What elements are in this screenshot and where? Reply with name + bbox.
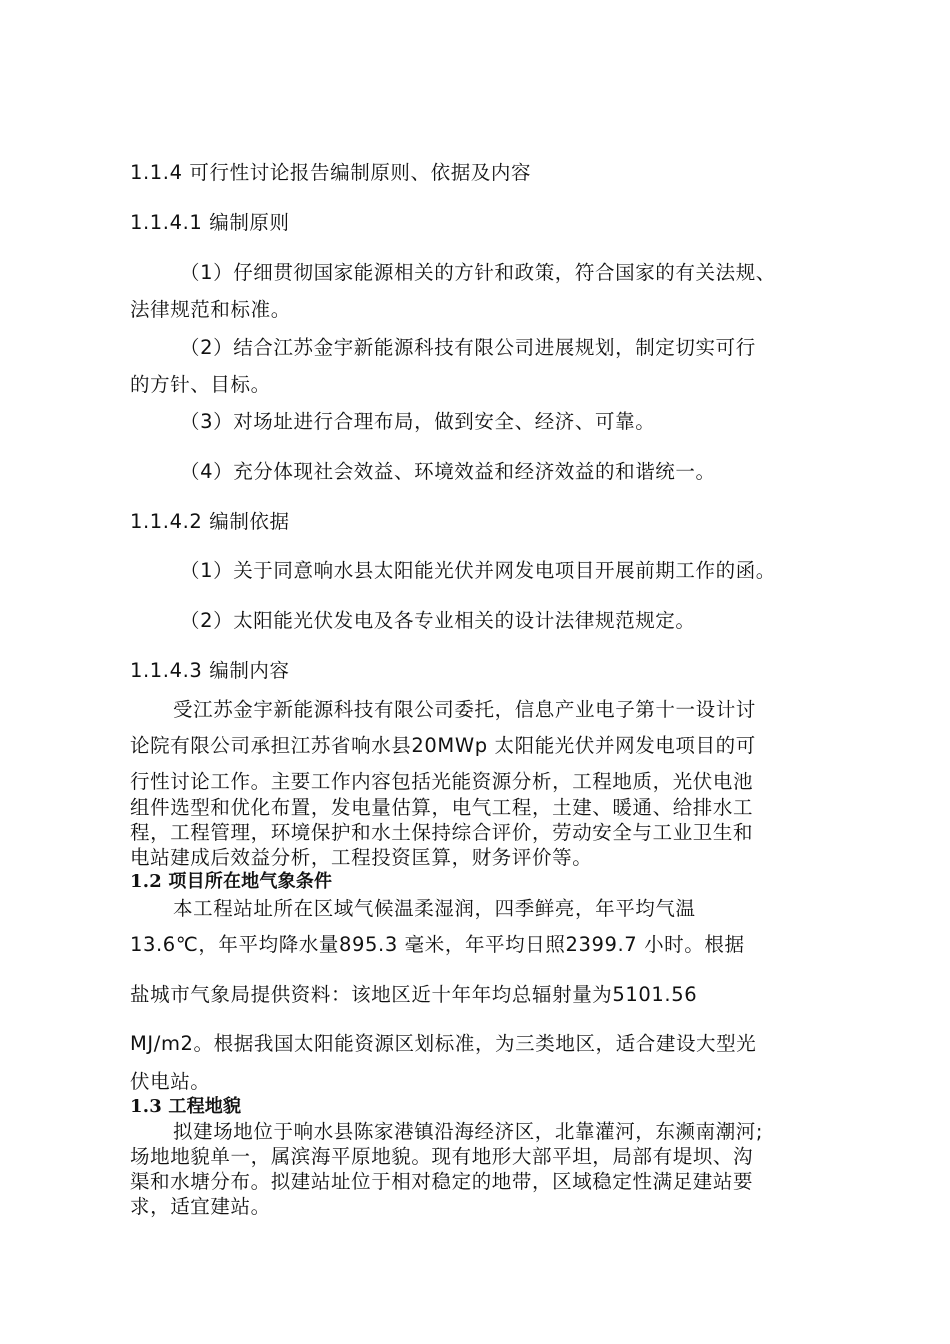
principle-2-line-1: （2）结合江苏金宇新能源科技有限公司进展规划，制定切实可行 bbox=[180, 336, 756, 359]
content-line: 受江苏金宇新能源科技有限公司委托，信息产业电子第十一设计讨 bbox=[173, 698, 756, 721]
section-heading-1-2: 1.2 项目所在地气象条件 bbox=[130, 871, 333, 892]
principle-1-line-2: 法律规范和标准。 bbox=[130, 298, 291, 321]
basis-2: （2）太阳能光伏发电及各专业相关的设计法律规范规定。 bbox=[180, 609, 696, 632]
section-heading-1-3: 1.3 工程地貌 bbox=[130, 1096, 242, 1117]
principle-2-line-2: 的方针、目标。 bbox=[130, 373, 271, 396]
content-line: 电站建成后效益分析，工程投资匡算，财务评价等。 bbox=[130, 846, 593, 869]
content-line: 程，工程管理，环境保护和水土保持综合评价，劳动安全与工业卫生和 bbox=[130, 821, 754, 844]
climate-line: 13.6℃，年平均降水量895.3 毫米，年平均日照2399.7 小时。根据 bbox=[130, 933, 745, 956]
content-line: 论院有限公司承担江苏省响水县20MWp 太阳能光伏并网发电项目的可 bbox=[130, 734, 756, 757]
principle-3: （3）对场址进行合理布局，做到安全、经济、可靠。 bbox=[180, 410, 656, 433]
basis-1: （1）关于同意响水县太阳能光伏并网发电项目开展前期工作的函。 bbox=[180, 559, 776, 582]
terrain-line: 求，适宜建站。 bbox=[130, 1195, 271, 1218]
terrain-line: 场地地貌单一，属滨海平原地貌。现有地形大部平坦，局部有堤坝、沟 bbox=[130, 1145, 754, 1168]
section-heading-1-1-4-2: 1.1.4.2 编制依据 bbox=[130, 510, 290, 533]
climate-line: 本工程站址所在区域气候温柔湿润，四季鲜亮，年平均气温 bbox=[173, 897, 696, 920]
terrain-line: 渠和水塘分布。拟建站址位于相对稳定的地带，区域稳定性满足建站要 bbox=[130, 1170, 754, 1193]
climate-line: MJ/m2。根据我国太阳能资源区划标准，为三类地区，适合建设大型光 bbox=[130, 1032, 757, 1055]
content-line: 组件选型和优化布置，发电量估算，电气工程，土建、暖通、给排水工 bbox=[130, 796, 754, 819]
section-heading-1-1-4: 1.1.4 可行性讨论报告编制原则、依据及内容 bbox=[130, 161, 532, 184]
climate-line: 伏电站。 bbox=[130, 1070, 211, 1093]
climate-line: 盐城市气象局提供资料：该地区近十年年均总辐射量为5101.56 bbox=[130, 983, 698, 1006]
section-heading-1-1-4-3: 1.1.4.3 编制内容 bbox=[130, 659, 290, 682]
principle-1-line-1: （1）仔细贯彻国家能源相关的方针和政策，符合国家的有关法规、 bbox=[180, 261, 776, 284]
terrain-line: 拟建场地位于响水县陈家港镇沿海经济区，北靠灌河，东濒南潮河; bbox=[173, 1120, 764, 1143]
principle-4: （4）充分体现社会效益、环境效益和经济效益的和谐统一。 bbox=[180, 460, 716, 483]
content-line: 行性讨论工作。主要工作内容包括光能资源分析，工程地质，光伏电池 bbox=[130, 770, 754, 793]
section-heading-1-1-4-1: 1.1.4.1 编制原则 bbox=[130, 211, 290, 234]
